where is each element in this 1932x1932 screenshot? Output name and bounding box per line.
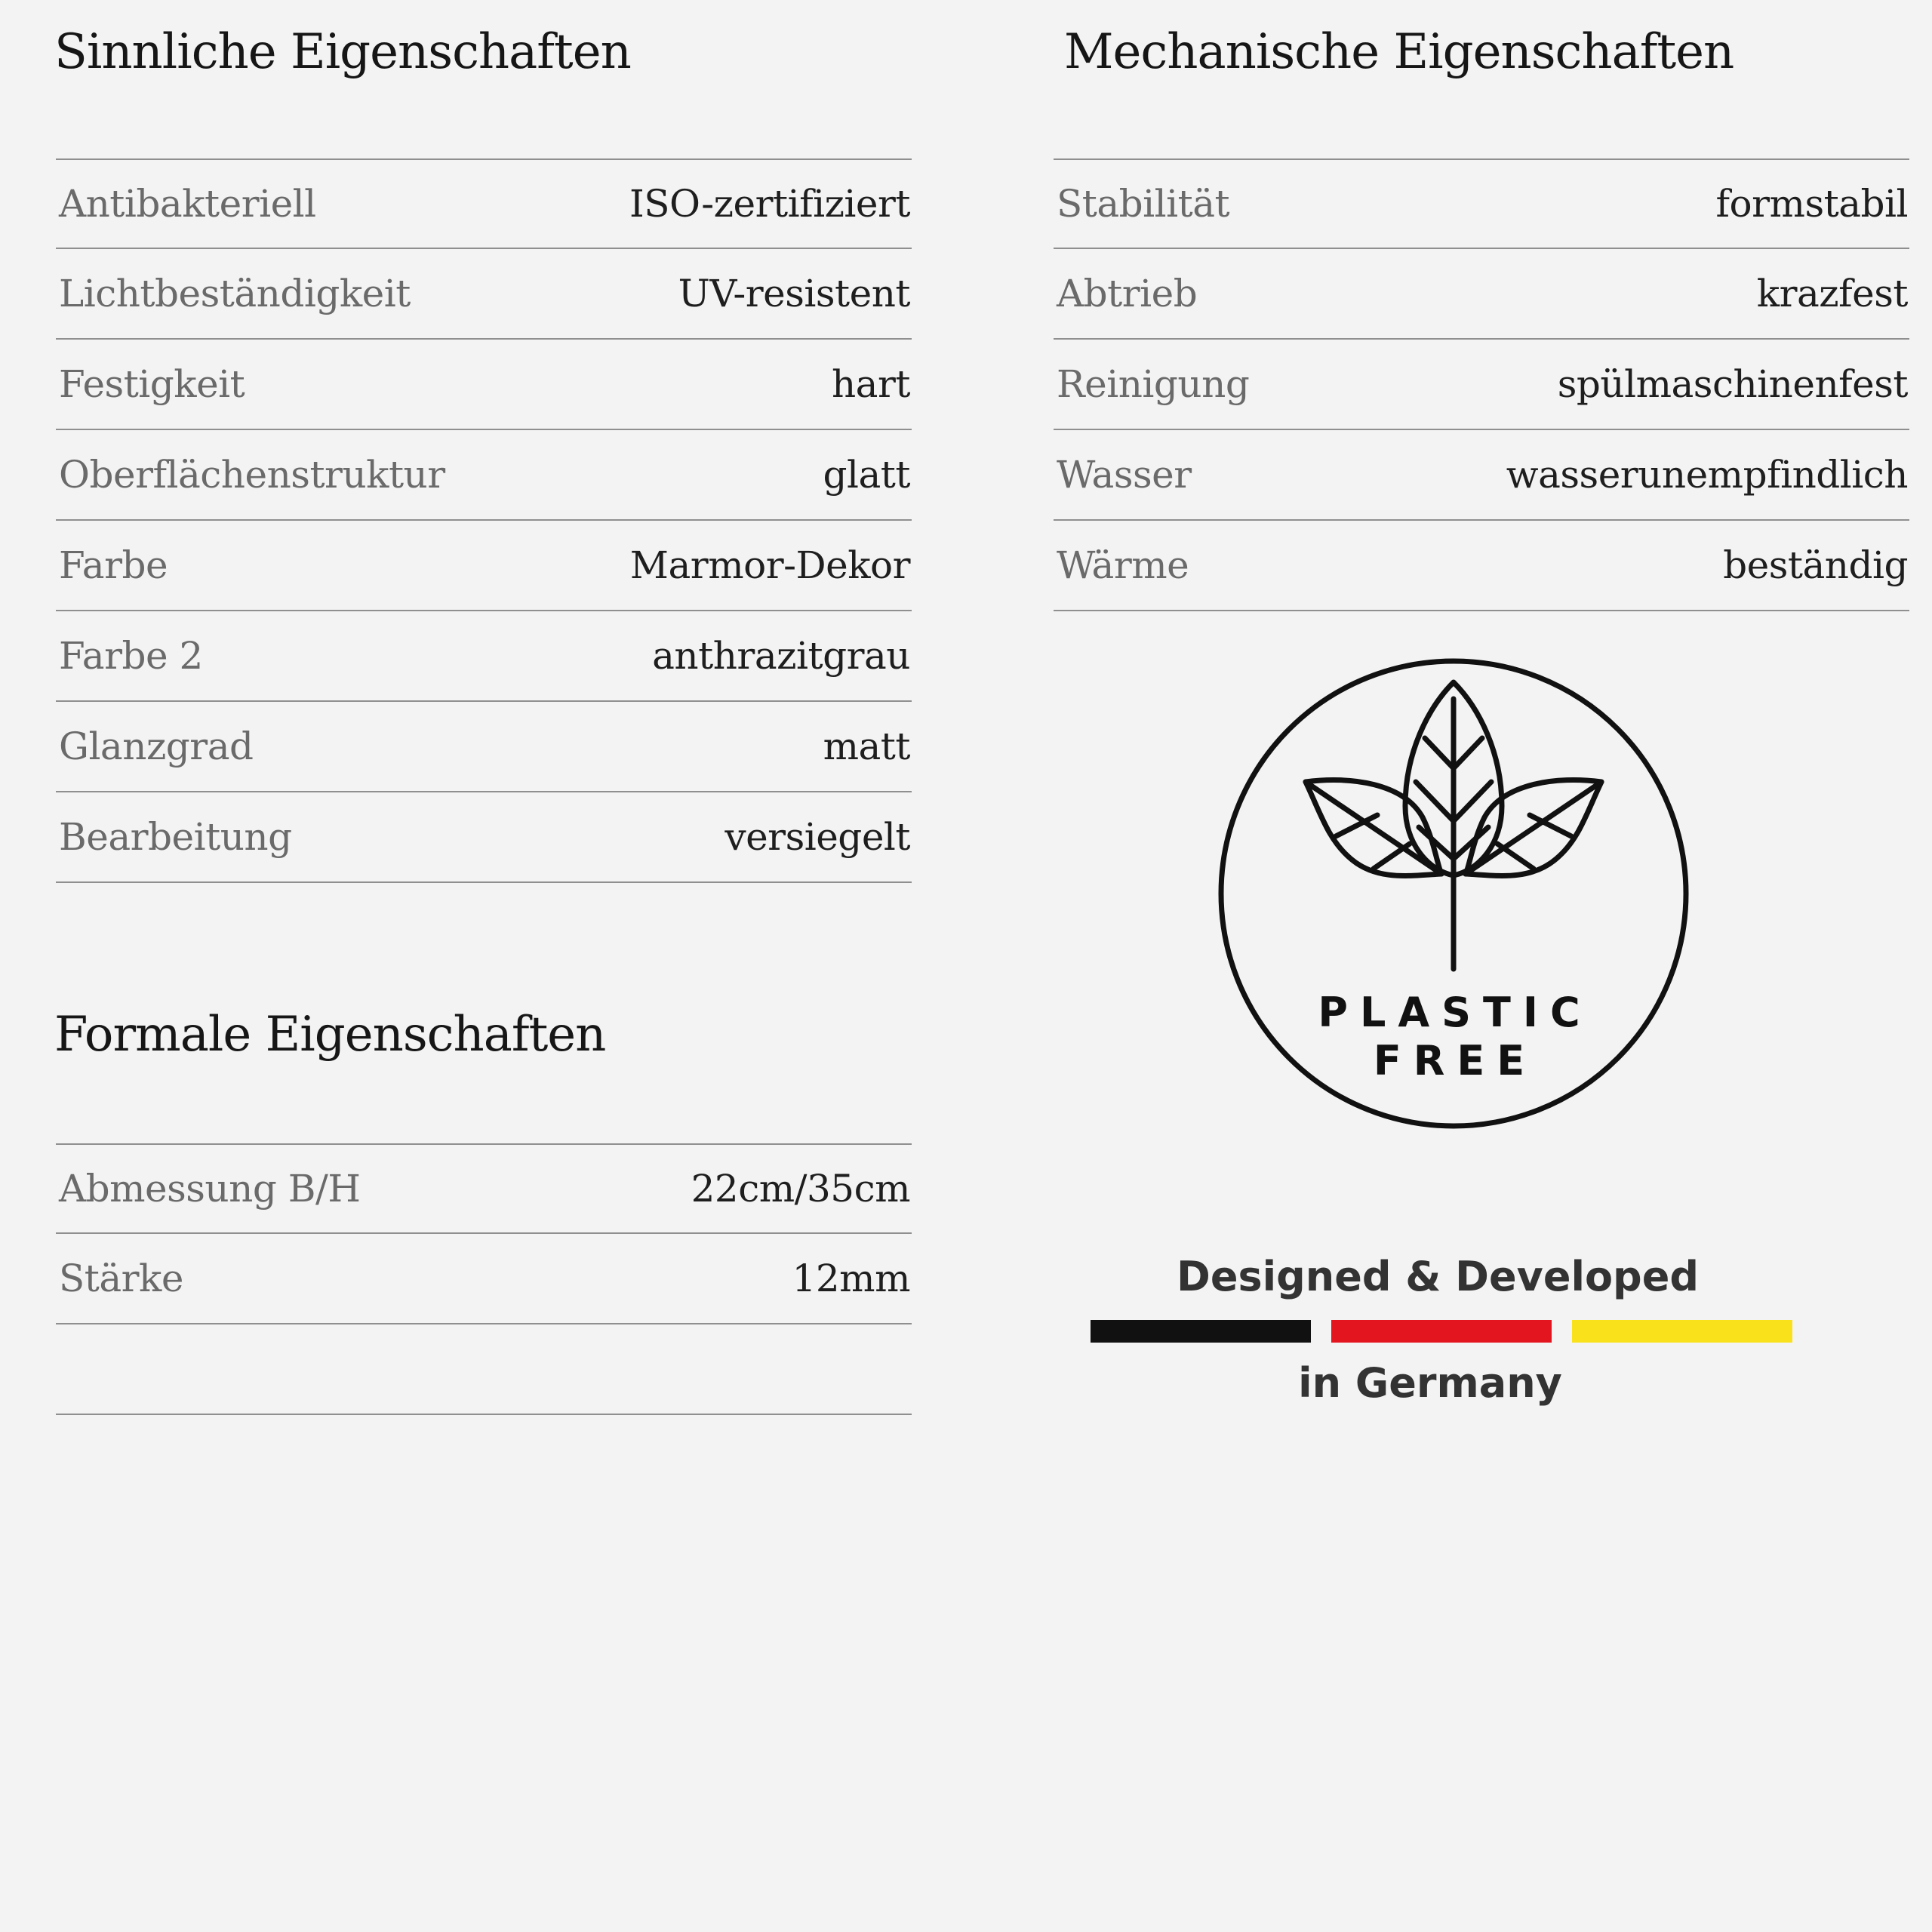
row-label: Abmessung B/H [59, 1167, 361, 1211]
row-label: Reinigung [1057, 362, 1250, 406]
row-label: Wasser [1057, 453, 1192, 497]
table-row [56, 158, 912, 249]
badge-line1: PLASTIC [1318, 989, 1592, 1036]
table-row [56, 340, 912, 430]
row-label: Abtrieb [1057, 272, 1198, 315]
made-in-line2: in Germany [1298, 1359, 1562, 1407]
table-row [56, 249, 912, 340]
row-label: Farbe 2 [59, 634, 203, 678]
table-row [56, 521, 912, 611]
row-value: hart [831, 362, 910, 406]
row-label: Lichtbeständigkeit [59, 272, 411, 315]
row-value: formstabil [1715, 182, 1908, 226]
row-label: Stärke [59, 1257, 183, 1300]
row-value: 12mm [792, 1257, 910, 1300]
table-row [56, 792, 912, 883]
row-value: krazfest [1756, 272, 1908, 315]
plastic-free-badge [1215, 655, 1692, 1132]
germany-flag-stripes [1091, 1320, 1792, 1343]
row-value: Marmor-Dekor [629, 543, 910, 587]
table-row [1054, 249, 1909, 340]
row-label: Oberflächenstruktur [59, 453, 445, 497]
table-sinnliche [56, 158, 912, 883]
table-row [56, 702, 912, 792]
table-row [56, 430, 912, 521]
row-label: Stabilität [1057, 182, 1230, 226]
leaf-icon [1306, 682, 1601, 969]
row-value: versiegelt [724, 815, 910, 859]
table-row [56, 1234, 912, 1324]
badge-line2: FREE [1373, 1037, 1537, 1084]
row-value: matt [823, 724, 910, 768]
table-row [1054, 340, 1909, 430]
row-value: glatt [823, 453, 910, 497]
flag-stripe-gold [1572, 1320, 1792, 1343]
table-row [1054, 521, 1909, 611]
made-in-germany [1091, 1253, 1792, 1407]
flag-stripe-black [1091, 1320, 1311, 1343]
made-in-line1: Designed & Developed [1177, 1253, 1699, 1300]
row-value: anthrazitgrau [652, 634, 910, 678]
table-row [1054, 430, 1909, 521]
row-value: wasserunempfindlich [1506, 453, 1908, 497]
table-row [1054, 158, 1909, 249]
table-row [56, 611, 912, 702]
table-row-empty [56, 1324, 912, 1415]
row-label: Glanzgrad [59, 724, 254, 768]
section-title-sinnliche: Sinnliche Eigenschaften [54, 24, 631, 80]
section-title-formale: Formale Eigenschaften [54, 1007, 606, 1063]
section-title-mechanische: Mechanische Eigenschaften [1064, 24, 1734, 80]
row-value: 22cm/35cm [691, 1167, 910, 1211]
table-row [56, 1143, 912, 1234]
row-label: Farbe [59, 543, 168, 587]
row-label: Wärme [1057, 543, 1189, 587]
row-label: Bearbeitung [59, 815, 292, 859]
table-mechanische [1054, 158, 1909, 611]
table-formale [56, 1143, 912, 1415]
row-label: Festigkeit [59, 362, 245, 406]
row-value: beständig [1723, 543, 1908, 587]
flag-stripe-red [1331, 1320, 1552, 1343]
row-value: ISO-zertifiziert [629, 182, 910, 226]
row-value: spülmaschinenfest [1557, 362, 1908, 406]
row-label: Antibakteriell [59, 182, 316, 226]
row-value: UV-resistent [678, 272, 910, 315]
